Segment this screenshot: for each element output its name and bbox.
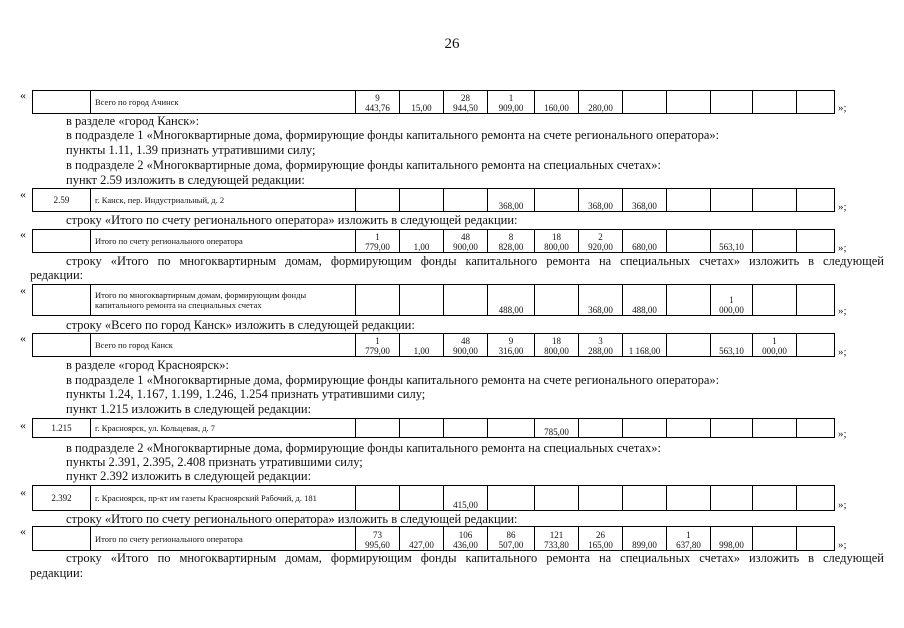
text-line: строку «Всего по город Канск» изложить в следующей редакции: bbox=[66, 318, 415, 332]
value-cell bbox=[753, 419, 797, 438]
amendment-table-kansk-special-total bbox=[32, 284, 835, 316]
value-cell: 18 800,00 bbox=[535, 334, 579, 357]
amendment-table-kansk-regional-total bbox=[32, 229, 835, 253]
value-cell: 488,00 bbox=[623, 285, 667, 316]
close-quote: »; bbox=[838, 346, 847, 358]
value-cell bbox=[667, 486, 711, 511]
value-cell bbox=[797, 230, 835, 253]
value-cell: 73 995,60 bbox=[356, 527, 400, 551]
value-cell bbox=[579, 419, 623, 438]
text-line: пункты 1.24, 1.167, 1.199, 1.246, 1.254 признать утратившими силу; bbox=[66, 387, 426, 401]
open-quote: « bbox=[20, 187, 26, 201]
value-cell: 2 920,00 bbox=[579, 230, 623, 253]
item-name-cell: Итого по счету регионального оператора bbox=[91, 527, 356, 551]
value-cell: 1 000,00 bbox=[711, 285, 753, 316]
value-cell: 48 900,00 bbox=[444, 230, 488, 253]
item-number-cell bbox=[33, 230, 91, 253]
value-cell bbox=[400, 486, 444, 511]
value-cell bbox=[753, 230, 797, 253]
value-cell bbox=[753, 189, 797, 212]
value-cell: 9 316,00 bbox=[488, 334, 535, 357]
table-row bbox=[33, 285, 835, 316]
value-cell: 1 779,00 bbox=[356, 334, 400, 357]
value-cell: 427,00 bbox=[400, 527, 444, 551]
value-cell bbox=[535, 285, 579, 316]
value-cell bbox=[400, 189, 444, 212]
value-cell bbox=[797, 189, 835, 212]
value-cell bbox=[667, 230, 711, 253]
value-cell: 1 168,00 bbox=[623, 334, 667, 357]
text-line: в подразделе 1 «Многоквартирные дома, формирующие фонды капитального ремонта на счете регионального оператора»: bbox=[66, 128, 720, 142]
value-cell bbox=[623, 486, 667, 511]
value-cell: 9 443,76 bbox=[356, 91, 400, 114]
item-name-cell: Всего по город Канск bbox=[91, 334, 356, 357]
value-cell bbox=[623, 419, 667, 438]
text-line: в подразделе 1 «Многоквартирные дома, формирующие фонды капитального ремонта на счете регионального оператора»: bbox=[66, 373, 720, 387]
amendment-table-krasnoyarsk-2-392 bbox=[32, 485, 835, 511]
value-cell bbox=[753, 285, 797, 316]
value-cell: 488,00 bbox=[488, 285, 535, 316]
value-cell bbox=[797, 334, 835, 357]
table-row bbox=[33, 527, 835, 551]
value-cell bbox=[579, 486, 623, 511]
close-quote: »; bbox=[838, 539, 847, 551]
value-cell bbox=[535, 486, 579, 511]
amendment-table-krasnoyarsk-regional-total bbox=[32, 526, 835, 551]
value-cell bbox=[356, 285, 400, 316]
open-quote: « bbox=[20, 524, 26, 538]
value-cell: 998,00 bbox=[711, 527, 753, 551]
value-cell: 3 288,00 bbox=[579, 334, 623, 357]
open-quote: « bbox=[20, 88, 26, 102]
text-line: строку «Итого по многоквартирным домам, формирующим фонды капитального ремонта на специальных счетах» изложить в следующей bbox=[66, 551, 884, 565]
open-quote: « bbox=[20, 331, 26, 345]
value-cell: 785,00 bbox=[535, 419, 579, 438]
item-number-cell: 1.215 bbox=[33, 419, 91, 438]
text-line: пункт 2.392 изложить в следующей редакции: bbox=[66, 469, 312, 483]
item-name-cell: г. Красноярск, ул. Кольцевая, д. 7 bbox=[91, 419, 356, 438]
value-cell bbox=[797, 285, 835, 316]
open-quote: « bbox=[20, 485, 26, 499]
value-cell: 28 944,50 bbox=[444, 91, 488, 114]
value-cell: 563,10 bbox=[711, 230, 753, 253]
table-row bbox=[33, 419, 835, 438]
open-quote: « bbox=[20, 283, 26, 297]
item-name-cell: Итого по многоквартирным домам, формирующим фонды капитального ремонта на специальных счетах bbox=[91, 285, 356, 316]
value-cell: 368,00 bbox=[579, 189, 623, 212]
value-cell: 8 828,00 bbox=[488, 230, 535, 253]
close-quote: »; bbox=[838, 201, 847, 213]
text-line: строку «Итого по счету регионального оператора» изложить в следующей редакции: bbox=[66, 213, 518, 227]
item-number-cell bbox=[33, 91, 91, 114]
value-cell bbox=[797, 527, 835, 551]
value-cell bbox=[753, 91, 797, 114]
value-cell bbox=[711, 91, 753, 114]
value-cell: 368,00 bbox=[623, 189, 667, 212]
value-cell bbox=[400, 285, 444, 316]
value-cell: 18 800,00 bbox=[535, 230, 579, 253]
close-quote: »; bbox=[838, 102, 847, 114]
value-cell: 1 637,80 bbox=[667, 527, 711, 551]
value-cell: 680,00 bbox=[623, 230, 667, 253]
value-cell bbox=[667, 285, 711, 316]
value-cell bbox=[753, 486, 797, 511]
table-row bbox=[33, 230, 835, 253]
text-line: в подразделе 2 «Многоквартирные дома, формирующие фонды капитального ремонта на специальных счетах»: bbox=[66, 158, 662, 172]
value-cell: 280,00 bbox=[579, 91, 623, 114]
item-name-cell: Итого по счету регионального оператора bbox=[91, 230, 356, 253]
value-cell bbox=[444, 419, 488, 438]
value-cell bbox=[667, 189, 711, 212]
table-row bbox=[33, 189, 835, 212]
page-number: 26 bbox=[444, 36, 460, 52]
value-cell bbox=[400, 419, 444, 438]
close-quote: »; bbox=[838, 499, 847, 511]
text-line: пункты 2.391, 2.395, 2.408 признать утратившими силу; bbox=[66, 455, 363, 469]
value-cell bbox=[356, 189, 400, 212]
value-cell bbox=[711, 486, 753, 511]
value-cell: 1 909,00 bbox=[488, 91, 535, 114]
item-number-cell bbox=[33, 285, 91, 316]
table-row bbox=[33, 91, 835, 114]
value-cell bbox=[356, 419, 400, 438]
value-cell: 1,00 bbox=[400, 334, 444, 357]
table-row bbox=[33, 486, 835, 511]
amendment-table-krasnoyarsk-1-215 bbox=[32, 418, 835, 438]
item-number-cell: 2.59 bbox=[33, 189, 91, 212]
value-cell: 1 779,00 bbox=[356, 230, 400, 253]
amendment-table-kansk-total bbox=[32, 333, 835, 357]
value-cell bbox=[667, 419, 711, 438]
value-cell: 1,00 bbox=[400, 230, 444, 253]
text-line: редакции: bbox=[30, 268, 84, 282]
value-cell: 368,00 bbox=[579, 285, 623, 316]
amendment-table-achinsk-total bbox=[32, 90, 835, 114]
value-cell: 48 900,00 bbox=[444, 334, 488, 357]
open-quote: « bbox=[20, 418, 26, 432]
text-line: пункты 1.11, 1.39 признать утратившими силу; bbox=[66, 143, 316, 157]
value-cell bbox=[444, 189, 488, 212]
value-cell bbox=[444, 285, 488, 316]
value-cell bbox=[711, 419, 753, 438]
text-line: в подразделе 2 «Многоквартирные дома, формирующие фонды капитального ремонта на специальных счетах»: bbox=[66, 441, 662, 455]
value-cell bbox=[356, 486, 400, 511]
text-line: в разделе «город Красноярск»: bbox=[66, 358, 230, 372]
close-quote: »; bbox=[838, 242, 847, 254]
value-cell bbox=[797, 419, 835, 438]
text-line: пункт 1.215 изложить в следующей редакции: bbox=[66, 402, 312, 416]
text-line: редакции: bbox=[30, 566, 84, 580]
value-cell: 415,00 bbox=[444, 486, 488, 511]
text-line: пункт 2.59 изложить в следующей редакции: bbox=[66, 173, 305, 187]
value-cell bbox=[488, 486, 535, 511]
value-cell: 15,00 bbox=[400, 91, 444, 114]
value-cell: 899,00 bbox=[623, 527, 667, 551]
value-cell: 563,10 bbox=[711, 334, 753, 357]
value-cell bbox=[488, 419, 535, 438]
value-cell bbox=[711, 189, 753, 212]
value-cell: 160,00 bbox=[535, 91, 579, 114]
item-number-cell bbox=[33, 527, 91, 551]
table-row bbox=[33, 334, 835, 357]
item-name-cell: Всего по город Ачинск bbox=[91, 91, 356, 114]
text-line: в разделе «город Канск»: bbox=[66, 114, 200, 128]
close-quote: »; bbox=[838, 428, 847, 440]
value-cell bbox=[667, 91, 711, 114]
value-cell bbox=[753, 527, 797, 551]
item-number-cell bbox=[33, 334, 91, 357]
text-line: строку «Итого по счету регионального оператора» изложить в следующей редакции: bbox=[66, 512, 518, 526]
item-name-cell: г. Канск, пер. Индустриальный, д. 2 bbox=[91, 189, 356, 212]
item-number-cell: 2.392 bbox=[33, 486, 91, 511]
open-quote: « bbox=[20, 227, 26, 241]
value-cell: 86 507,00 bbox=[488, 527, 535, 551]
value-cell bbox=[667, 334, 711, 357]
value-cell bbox=[535, 189, 579, 212]
text-line: строку «Итого по многоквартирным домам, формирующим фонды капитального ремонта на специальных счетах» изложить в следующей bbox=[66, 254, 884, 268]
value-cell: 26 165,00 bbox=[579, 527, 623, 551]
value-cell: 1 000,00 bbox=[753, 334, 797, 357]
close-quote: »; bbox=[838, 305, 847, 317]
amendment-table-kansk-2-59 bbox=[32, 188, 835, 212]
value-cell: 106 436,00 bbox=[444, 527, 488, 551]
item-name-cell: г. Красноярск, пр-кт им газеты Красноярский Рабочий, д. 181 bbox=[91, 486, 356, 511]
value-cell: 368,00 bbox=[488, 189, 535, 212]
value-cell: 121 733,80 bbox=[535, 527, 579, 551]
value-cell bbox=[623, 91, 667, 114]
value-cell bbox=[797, 486, 835, 511]
value-cell bbox=[797, 91, 835, 114]
